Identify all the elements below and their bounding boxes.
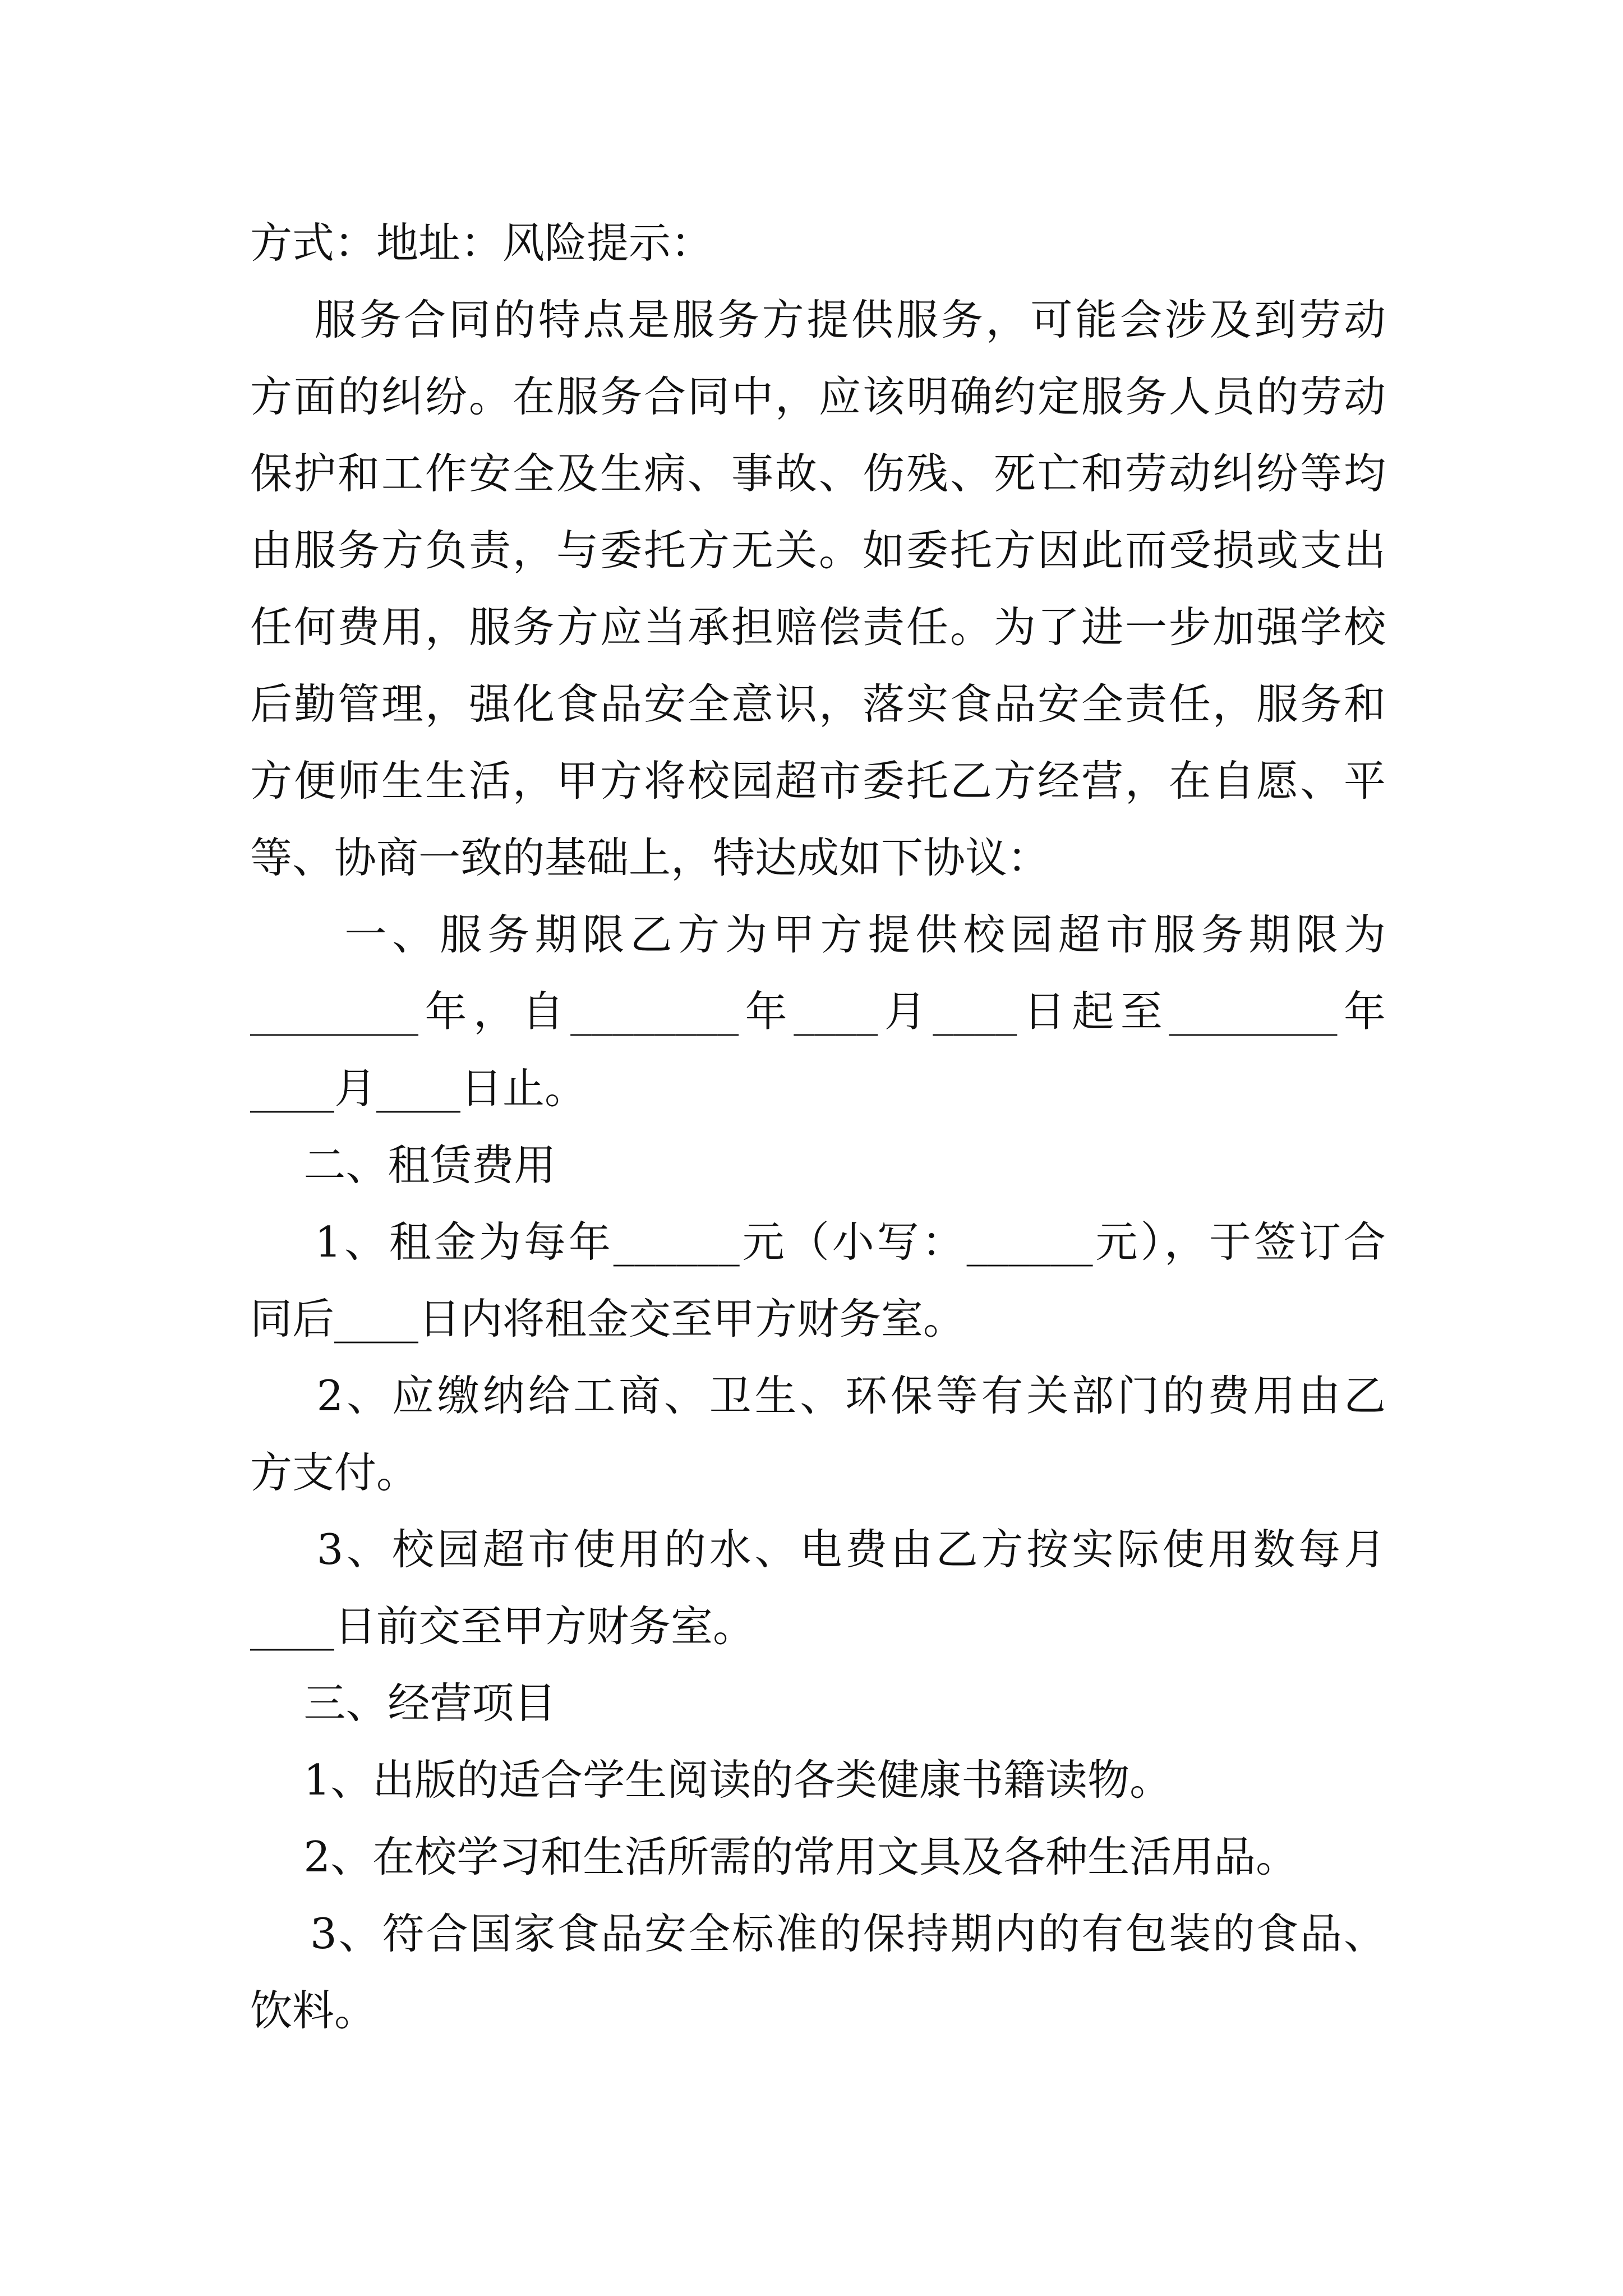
text-line-4: 保护和工作安全及生病、事故、伤残、死亡和劳动纠纷等均 bbox=[250, 449, 1386, 498]
text-line-1: 方式：地址：风险提示： bbox=[250, 218, 713, 268]
text-line-15: 同后____日内将租金交至甲方财务室。 bbox=[250, 1294, 966, 1343]
text-line-18: 3、校园超市使用的水、电费由乙方按实际使用数每月 bbox=[250, 1525, 1386, 1574]
text-line-3: 方面的纠纷。在服务合同中，应该明确约定服务人员的劳动 bbox=[250, 372, 1386, 421]
text-line-19: ____日前交至甲方财务室。 bbox=[250, 1602, 755, 1651]
text-line-8: 方便师生生活，甲方将校园超市委托乙方经营，在自愿、平 bbox=[250, 756, 1386, 806]
text-line-12: ____月____日止。 bbox=[250, 1064, 587, 1113]
text-line-24: 饮料。 bbox=[250, 1986, 377, 2035]
text-line-6: 任何费用，服务方应当承担赔偿责任。为了进一步加强学校 bbox=[250, 602, 1386, 652]
text-line-22: 2、在校学习和生活所需的常用文具及各种生活用品。 bbox=[250, 1832, 1298, 1881]
text-line-21: 1、出版的适合学生阅读的各类健康书籍读物。 bbox=[250, 1755, 1172, 1805]
text-line-9: 等、协商一致的基础上，特达成如下协议： bbox=[250, 833, 1050, 882]
text-line-16: 2、应缴纳给工商、卫生、环保等有关部门的费用由乙 bbox=[250, 1371, 1386, 1420]
text-line-10: 一、服务期限乙方为甲方提供校园超市服务期限为 bbox=[250, 910, 1386, 959]
text-line-11: ________年，自________年____月____日起至________年 bbox=[250, 987, 1386, 1036]
document-body bbox=[250, 205, 1386, 2049]
text-line-2: 服务合同的特点是服务方提供服务，可能会涉及到劳动 bbox=[250, 295, 1386, 344]
section-heading-2: 二、租赁费用 bbox=[250, 1140, 556, 1190]
text-line-14: 1、租金为每年______元（小写：______元），于签订合 bbox=[250, 1217, 1386, 1267]
text-line-23: 3、符合国家食品安全标准的保持期内的有包装的食品、 bbox=[250, 1909, 1386, 1958]
section-heading-3: 三、经营项目 bbox=[250, 1678, 556, 1728]
text-line-5: 由服务方负责，与委托方无关。如委托方因此而受损或支出 bbox=[250, 526, 1386, 575]
text-line-7: 后勤管理，强化食品安全意识，落实食品安全责任，服务和 bbox=[250, 679, 1386, 729]
text-line-17: 方支付。 bbox=[250, 1448, 419, 1497]
